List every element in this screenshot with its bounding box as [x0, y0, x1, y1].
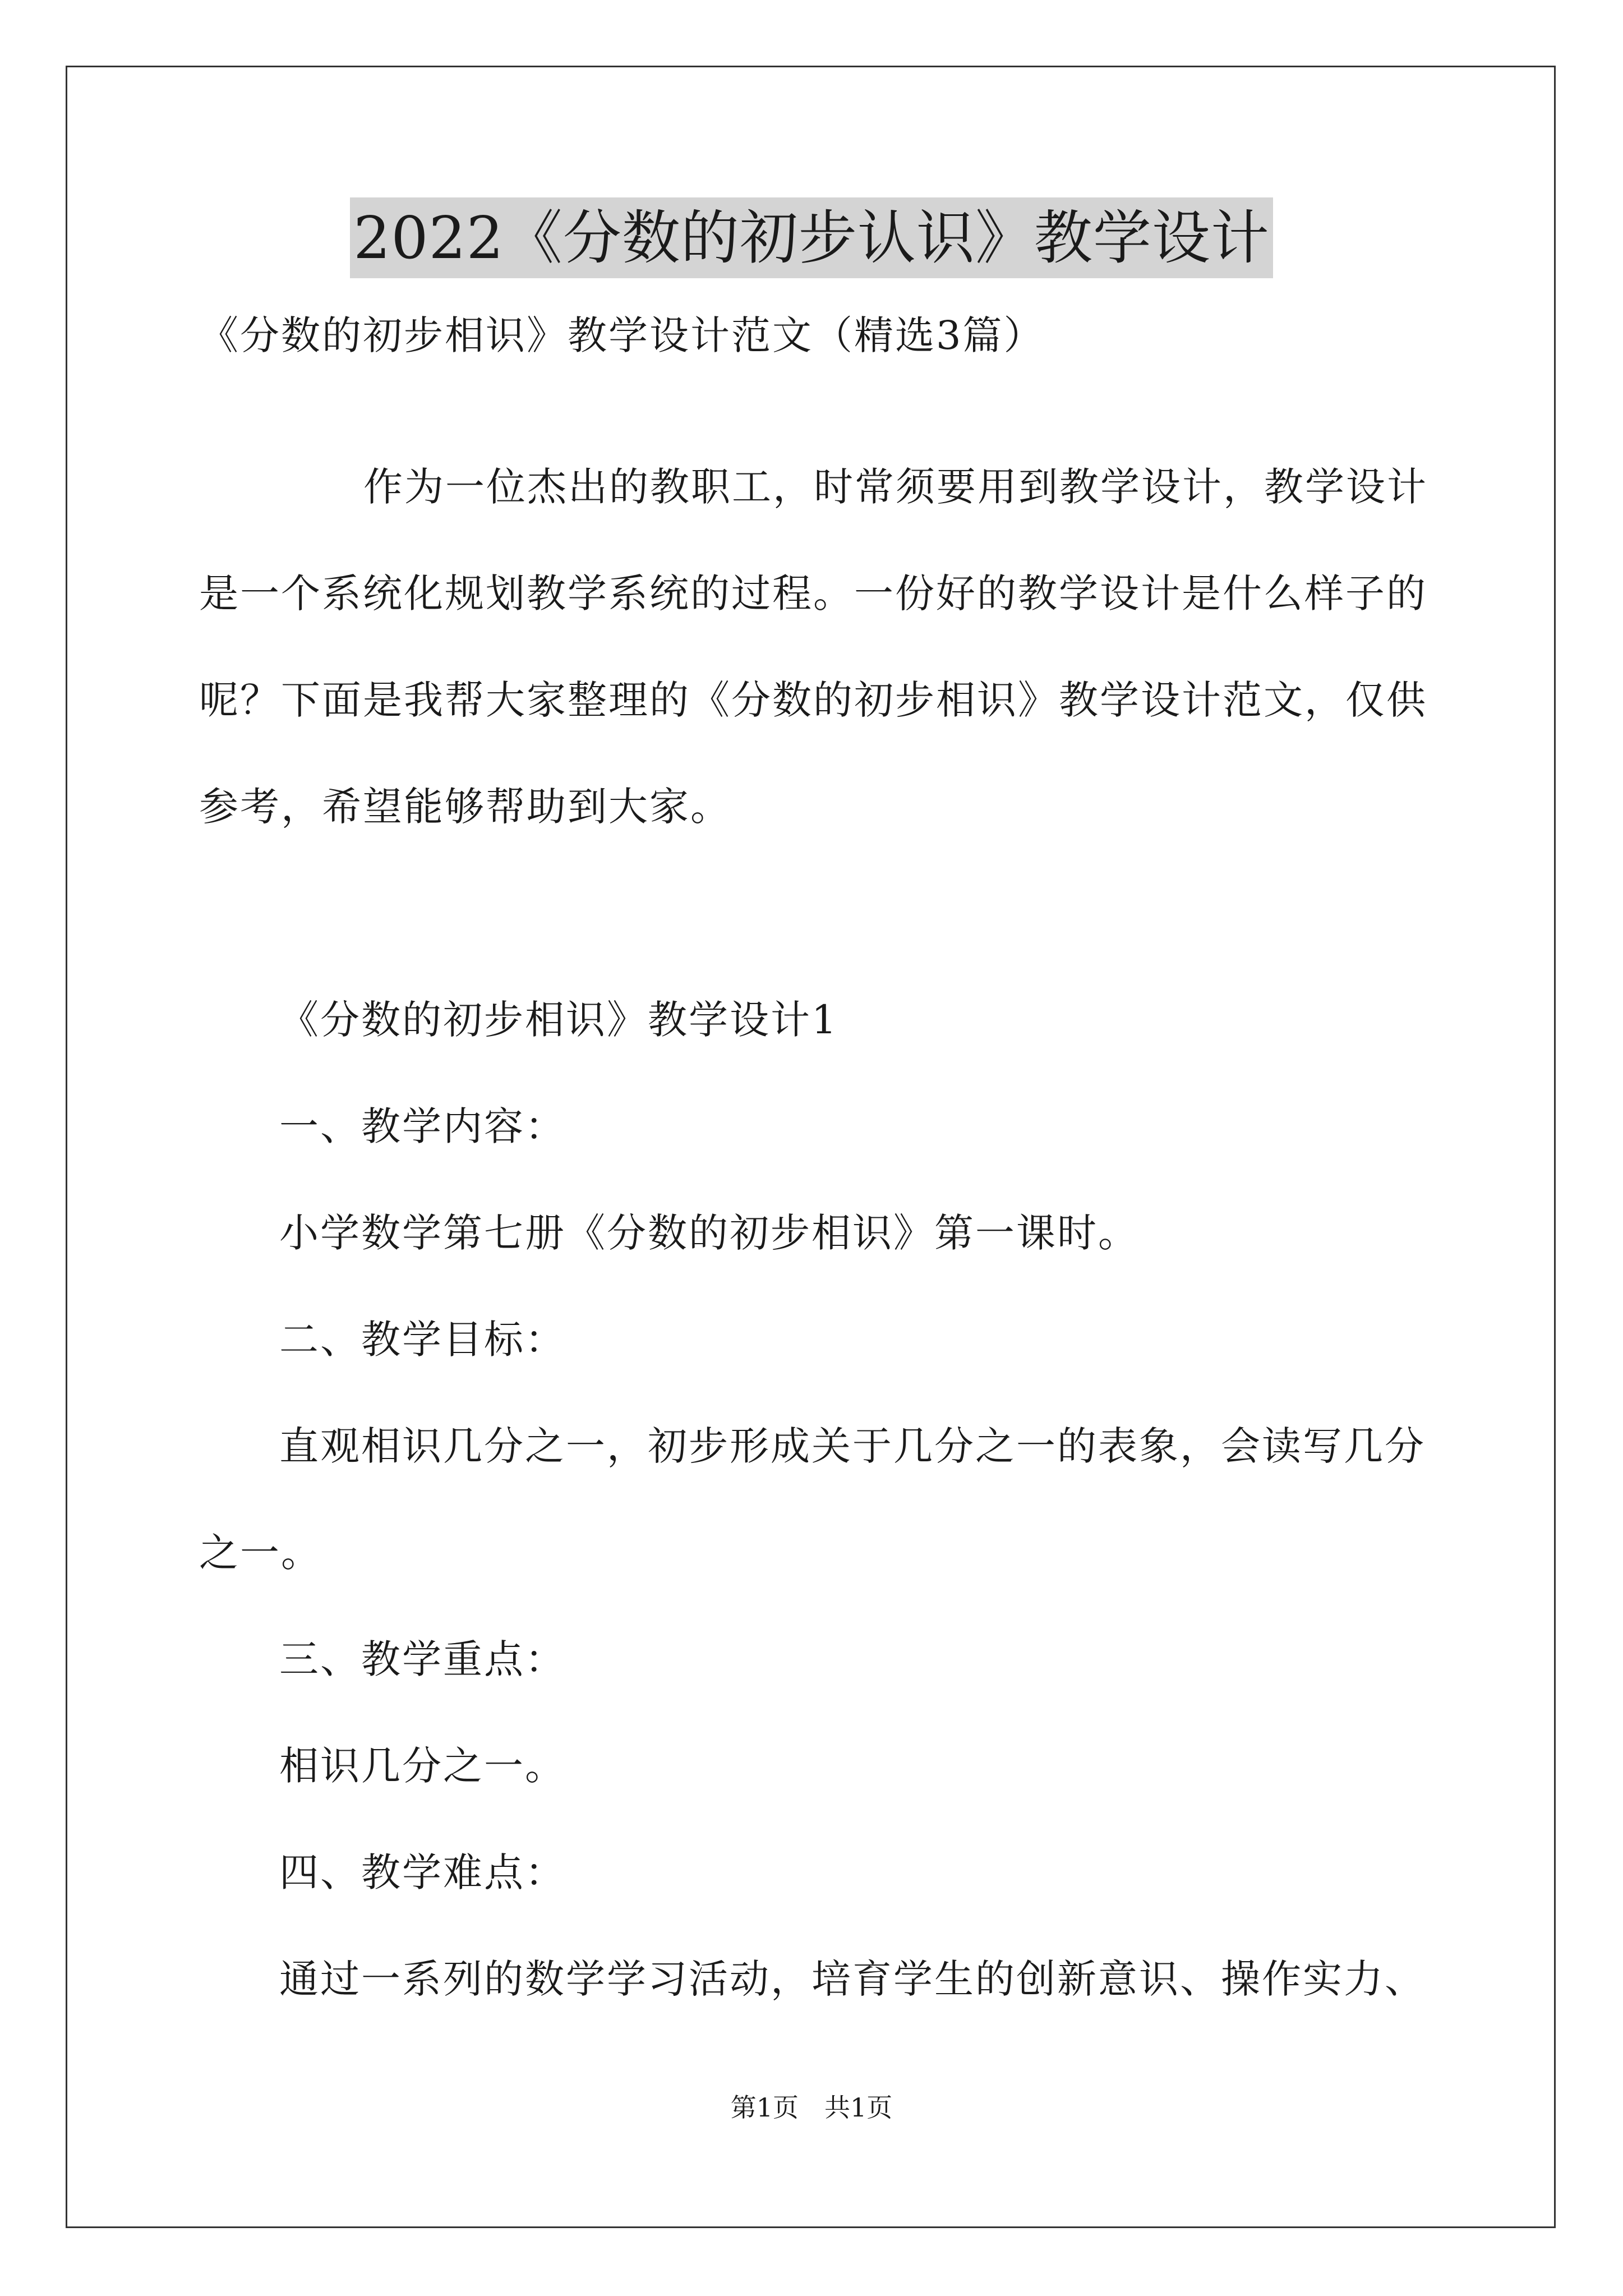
- keypoint-heading: 三、教学重点：: [279, 1636, 566, 1682]
- title-container: [0, 197, 1623, 278]
- section-heading: 《分数的初步相识》教学设计1: [279, 997, 838, 1043]
- objective-line-1: 直观相识几分之一，初步形成关于几分之一的表象，会读写几分: [279, 1423, 1426, 1469]
- page-footer: 第1页 共1页: [730, 2092, 893, 2123]
- content-heading: 一、教学内容：: [279, 1103, 566, 1149]
- document-title: 2022《分数的初步认识》教学设计: [350, 197, 1273, 278]
- intro-line-4: 参考，希望能够帮助到大家。: [199, 784, 731, 830]
- intro-line-3: 呢？下面是我帮大家整理的《分数的初步相识》教学设计范文，仅供: [199, 677, 1427, 723]
- difficulty-text: 通过一系列的数学学习活动，培育学生的创新意识、操作实力、: [279, 1956, 1426, 2002]
- keypoint-text: 相识几分之一。: [279, 1743, 566, 1789]
- objective-heading: 二、教学目标：: [279, 1317, 566, 1363]
- content-text: 小学数学第七册《分数的初步相识》第一课时。: [279, 1210, 1139, 1256]
- document-subtitle: 《分数的初步相识》教学设计范文（精选3篇）: [199, 312, 1045, 358]
- objective-line-2: 之一。: [199, 1530, 322, 1576]
- intro-line-1: 作为一位杰出的教职工，时常须要用到教学设计，教学设计: [363, 464, 1428, 510]
- difficulty-heading: 四、教学难点：: [279, 1849, 566, 1895]
- intro-line-2: 是一个系统化规划教学系统的过程。一份好的教学设计是什么样子的: [199, 570, 1427, 616]
